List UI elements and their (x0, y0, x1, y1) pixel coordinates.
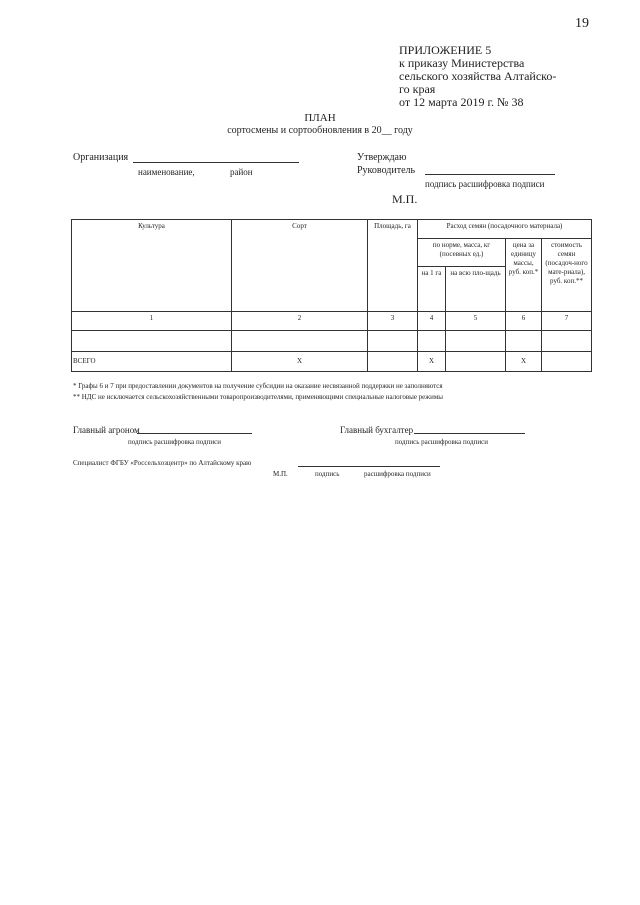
stamp-label: М.П. (392, 192, 418, 206)
specialist-decode-caption: расшифровка подписи (364, 470, 431, 478)
org-line (133, 162, 299, 163)
col-cost: стоимость семян (посадоч-ного мате-риала), руб. коп.** (542, 239, 592, 312)
appendix-line: го края (399, 82, 436, 96)
col-number: 6 (506, 312, 542, 331)
col-number: 5 (446, 312, 506, 331)
table-cell (72, 331, 232, 352)
specialist-sign-line (298, 466, 440, 467)
head-sign-caption: подпись расшифровка подписи (425, 179, 545, 189)
org-sub-name: наименование, (138, 167, 195, 177)
total-x: X (418, 352, 446, 372)
col-number: 4 (418, 312, 446, 331)
col-seed-use: Расход семян (посадочного материала) (418, 220, 592, 239)
appendix-block (399, 44, 556, 109)
head-label: Руководитель (357, 165, 416, 176)
col-number: 7 (542, 312, 592, 331)
head-sign-line (425, 174, 555, 175)
col-number: 1 (72, 312, 232, 331)
appendix-line: к приказу Министерства (399, 56, 525, 70)
col-culture: Культура (72, 220, 232, 312)
agronomist-label: Главный агроном (73, 425, 140, 435)
col-per-ha: на 1 га (418, 267, 446, 312)
total-x: X (506, 352, 542, 372)
table-cell (446, 352, 506, 372)
col-price: цена за единицу массы, руб. коп.* (506, 239, 542, 312)
total-row (72, 352, 592, 372)
table-row (72, 331, 592, 352)
agronomist-sign-line (137, 433, 252, 434)
total-x: X (232, 352, 368, 372)
table-cell (446, 331, 506, 352)
approve-label: Утверждаю (357, 152, 407, 163)
org-label: Организация (73, 152, 129, 163)
footnote: ** НДС не исключается сельскохозяйственными товаропроизводителями, применяющими специальные налоговые режимы (73, 393, 444, 401)
accountant-sign-caption: подпись расшифровка подписи (395, 438, 488, 446)
table-cell (542, 352, 592, 372)
accountant-sign-line (414, 433, 525, 434)
footnote: * Графы 6 и 7 при предоставлении документов на получение субсидии на оказание несвязанной поддержки не заполняются (73, 382, 443, 390)
table-cell (368, 352, 418, 372)
col-whole-area: на всю пло-щадь (446, 267, 506, 312)
col-sort: Сорт (232, 220, 368, 312)
col-norm: по норме, масса, кг (посевных ед.) (418, 239, 506, 267)
specialist-label: Специалист ФГБУ «Россельхозцентр» по Алтайскому краю (73, 459, 252, 467)
accountant-label: Главный бухгалтер (340, 425, 414, 435)
col-number: 3 (368, 312, 418, 331)
doc-subtitle: сортосмены и сортообновления в 20__ году (227, 125, 413, 136)
page-number: 19 (575, 16, 589, 31)
total-label: ВСЕГО (72, 352, 232, 372)
appendix-line: ПРИЛОЖЕНИЕ 5 (399, 43, 492, 57)
plan-table (71, 219, 592, 372)
agronomist-sign-caption: подпись расшифровка подписи (128, 438, 221, 446)
table-cell (542, 331, 592, 352)
org-sub-region: район (230, 167, 253, 177)
table-cell (506, 331, 542, 352)
col-area: Площадь, га (368, 220, 418, 312)
specialist-sign-caption: подпись (315, 470, 340, 478)
table-cell (232, 331, 368, 352)
table-cell (418, 331, 446, 352)
doc-title: ПЛАН (304, 112, 336, 124)
table-cell (368, 331, 418, 352)
specialist-mp: М.П. (273, 470, 288, 478)
appendix-line: сельского хозяйства Алтайско- (399, 69, 557, 83)
col-number: 2 (232, 312, 368, 331)
appendix-line: от 12 марта 2019 г. № 38 (399, 95, 524, 109)
